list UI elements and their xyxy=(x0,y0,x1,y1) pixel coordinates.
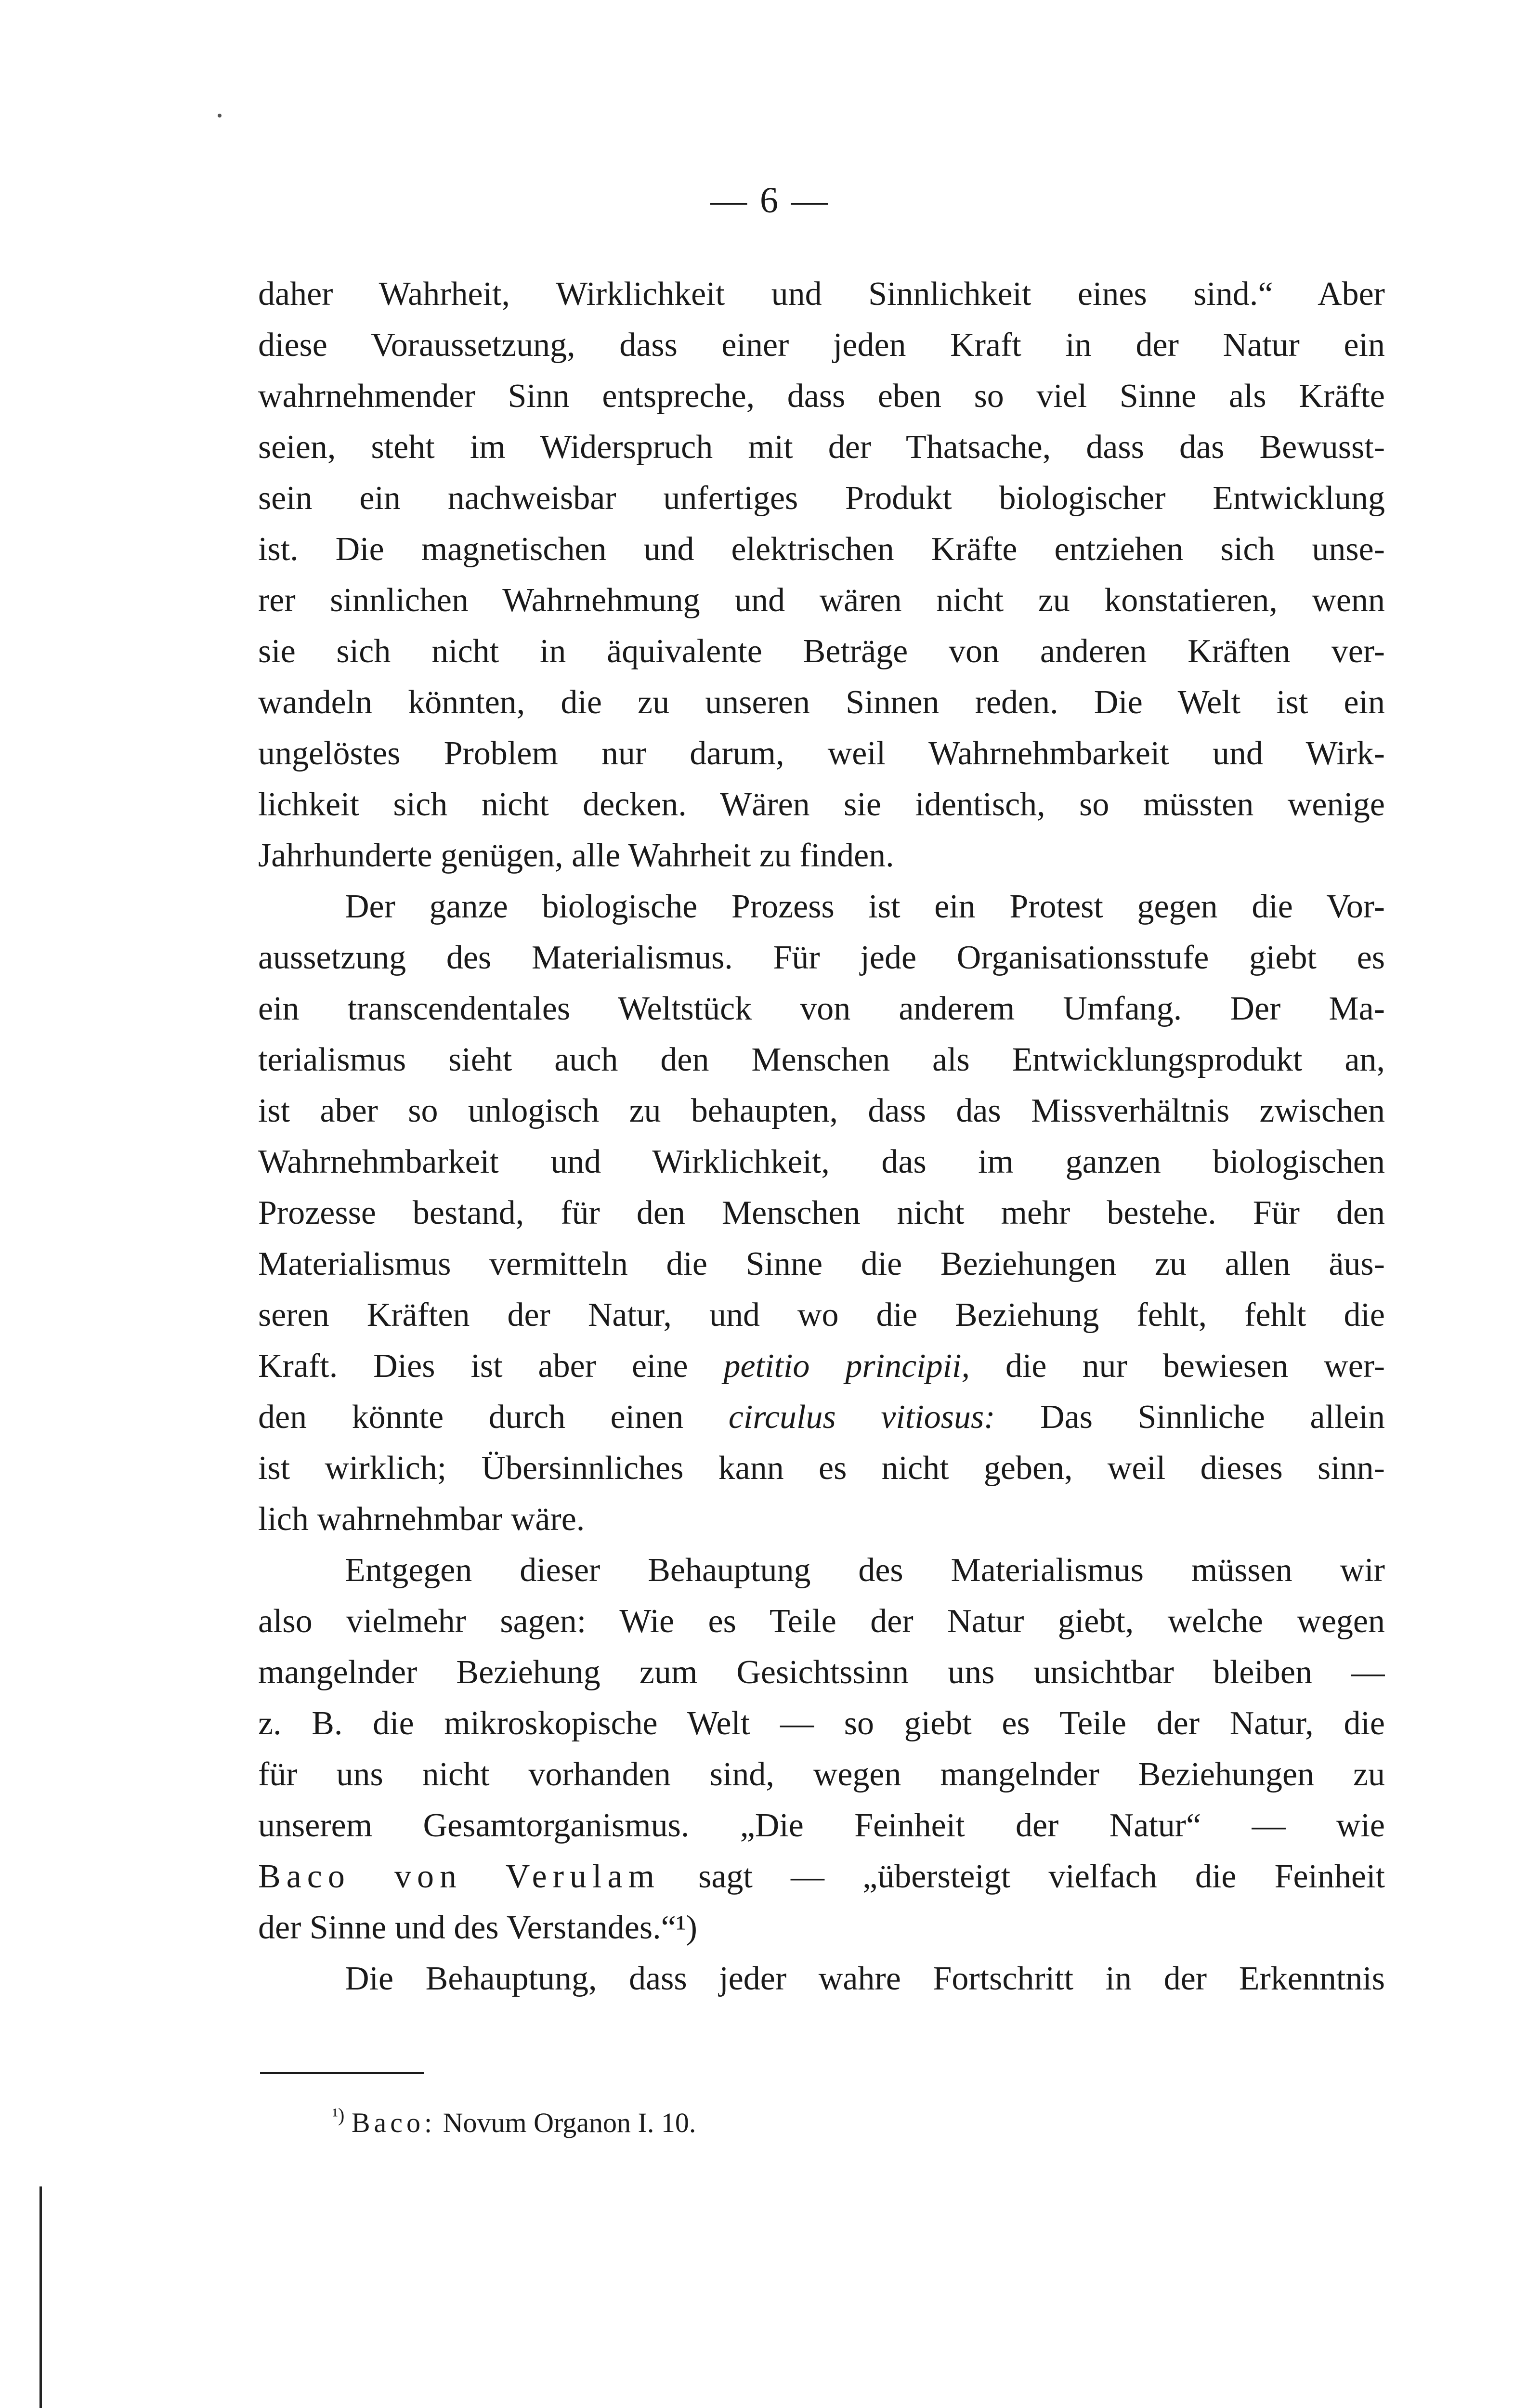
text-line: wandeln könnten, die zu unseren Sinnen reden. Die Welt ist ein xyxy=(258,684,1385,721)
print-speck xyxy=(218,114,222,118)
text-line: der Sinne und des Verstandes.“¹) xyxy=(258,1909,697,1946)
footnote xyxy=(332,2096,1199,2142)
spaced-name: Baco von Verulam xyxy=(258,1858,660,1895)
text-line xyxy=(258,1851,1385,1902)
text-line: ist wirklich; Übersinnliches kann es nicht geben, weil dieses sinn- xyxy=(258,1450,1385,1487)
footnote-author: Baco: xyxy=(351,2107,436,2138)
footnote-citation: Novum Organon I. 10. xyxy=(436,2107,696,2138)
paragraph-start-line: Entgegen dieser Behauptung des Materialismus müssen wir xyxy=(345,1552,1385,1589)
italic-phrase: petitio principii, xyxy=(723,1348,970,1385)
text-line: für uns nicht vorhanden sind, wegen mangelnder Beziehungen zu xyxy=(258,1756,1385,1793)
footnote-divider xyxy=(260,2072,424,2074)
text-line: ein transcendentales Weltstück von anderem Umfang. Der Ma- xyxy=(258,990,1385,1027)
text-line: seien, steht im Widerspruch mit der Thatsache, dass das Bewusst- xyxy=(258,429,1385,466)
text-line: Wahrnehmbarkeit und Wirklichkeit, das im ganzen biologischen xyxy=(258,1143,1385,1180)
text-line: mangelnder Beziehung zum Gesichtssinn uns unsichtbar bleiben — xyxy=(258,1654,1385,1691)
text-segment: sagt — „übersteigt vielfach die Feinheit xyxy=(660,1858,1385,1895)
text-line: sie sich nicht in äquivalente Beträge von anderen Kräften ver- xyxy=(258,633,1385,670)
text-segment: Kraft. Dies ist aber eine xyxy=(258,1348,724,1385)
body-text xyxy=(258,269,1385,2004)
text-line: terialismus sieht auch den Menschen als Entwicklungsprodukt an, xyxy=(258,1041,1385,1078)
text-segment: die nur bewiesen wer- xyxy=(970,1348,1385,1385)
text-line: lichkeit sich nicht decken. Wären sie identisch, so müssten wenige xyxy=(258,786,1385,823)
text-line: wahrnehmender Sinn entspreche, dass eben so viel Sinne als Kräfte xyxy=(258,378,1385,415)
text-segment: den könnte durch einen xyxy=(258,1399,729,1436)
text-line: ist aber so unlogisch zu behaupten, dass das Missverhältnis zwischen xyxy=(258,1092,1385,1129)
paragraph-start-line: Die Behauptung, dass jeder wahre Fortschritt in der Erkenntnis xyxy=(345,1960,1385,1997)
text-line: aussetzung des Materialismus. Für jede Organisationsstufe giebt es xyxy=(258,939,1385,976)
scan-margin-line xyxy=(39,2186,42,2408)
text-line: ungelöstes Problem nur darum, weil Wahrnehmbarkeit und Wirk- xyxy=(258,735,1385,772)
page-number: — 6 — xyxy=(710,180,830,221)
paragraph-start-line: Der ganze biologische Prozess ist ein Protest gegen die Vor- xyxy=(345,888,1385,925)
text-line: seren Kräften der Natur, und wo die Beziehung fehlt, fehlt die xyxy=(258,1296,1385,1334)
footnote-marker: ¹) xyxy=(332,2104,345,2126)
text-line: unserem Gesamtorganismus. „Die Feinheit der Natur“ — wie xyxy=(258,1807,1385,1844)
text-line: lich wahrnehmbar wäre. xyxy=(258,1501,585,1538)
text-line: Prozesse bestand, für den Menschen nicht mehr bestehe. Für den xyxy=(258,1194,1385,1231)
italic-phrase: circulus vitiosus: xyxy=(728,1399,995,1436)
text-line: rer sinnlichen Wahrnehmung und wären nicht zu konstatieren, wenn xyxy=(258,582,1385,619)
text-line: Materialismus vermitteln die Sinne die Beziehungen zu allen äus- xyxy=(258,1245,1385,1283)
text-line: sein ein nachweisbar unfertiges Produkt biologischer Entwicklung xyxy=(258,480,1385,517)
text-segment: Das Sinnliche allein xyxy=(995,1399,1385,1436)
text-line: ist. Die magnetischen und elektrischen Kräfte entziehen sich unse- xyxy=(258,531,1385,568)
text-line: diese Voraussetzung, dass einer jeden Kraft in der Natur ein xyxy=(258,327,1385,364)
text-line: daher Wahrheit, Wirklichkeit und Sinnlichkeit eines sind.“ Aber xyxy=(258,275,1385,313)
text-line: also vielmehr sagen: Wie es Teile der Natur giebt, welche wegen xyxy=(258,1603,1385,1640)
text-line: Jahrhunderte genügen, alle Wahrheit zu finden. xyxy=(258,837,894,874)
text-line xyxy=(258,1341,1385,1392)
text-line xyxy=(258,1392,1385,1443)
text-line: z. B. die mikroskopische Welt — so giebt es Teile der Natur, die xyxy=(258,1705,1385,1742)
